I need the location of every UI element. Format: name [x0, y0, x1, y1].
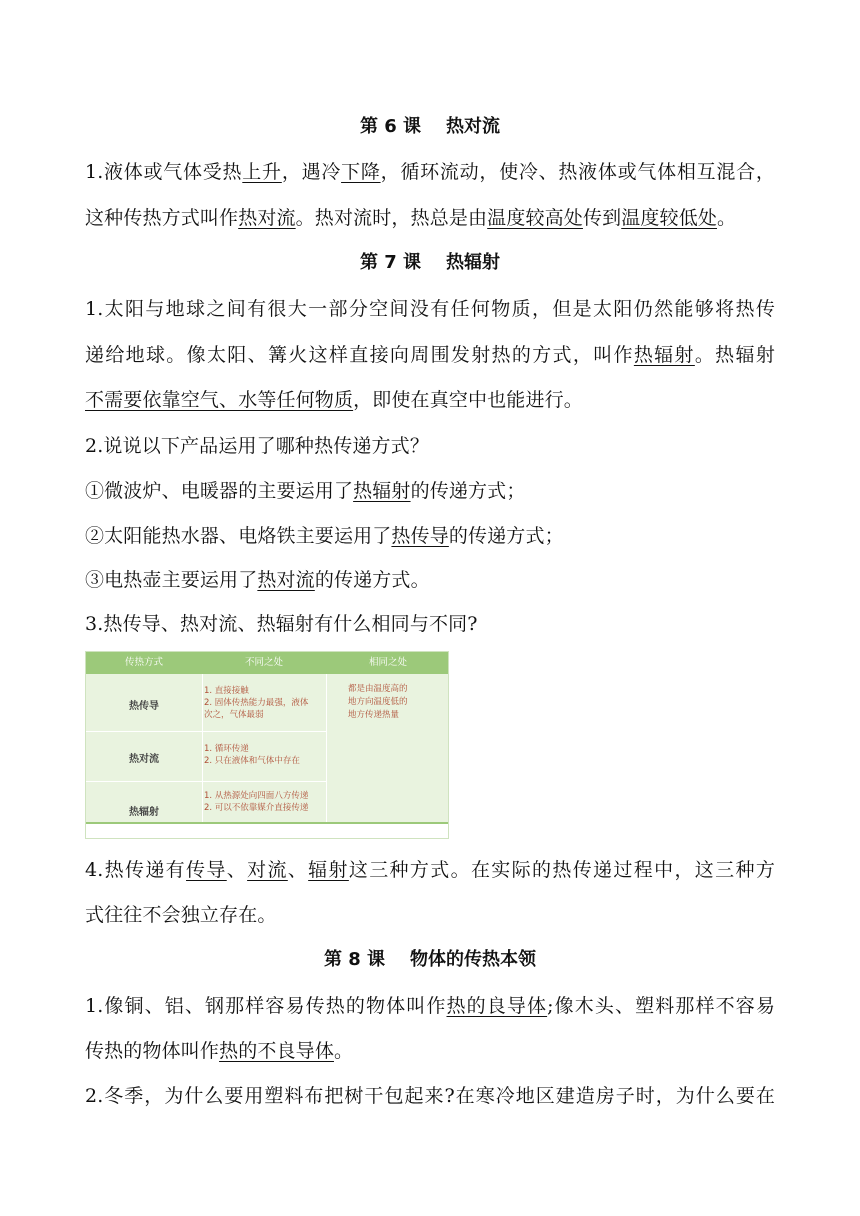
paragraph-line: 递给地球。像太阳、篝火这样直接向周围发射热的方式，叫作热辐射。热辐射 [85, 344, 775, 366]
paragraph-line: 式往往不会独立存在。 [85, 904, 277, 926]
table-divider [326, 674, 327, 824]
table-cell-method: 热传导 [129, 701, 159, 712]
table-cell-method: 热辐射 [129, 807, 159, 818]
paragraph-line: 4.热传递有传导、对流、辐射这三种方式。在实际的热传递过程中，这三种方 [85, 859, 775, 881]
paragraph-line: ②太阳能热水器、电烙铁主要运用了热传导的传递方式； [85, 525, 564, 547]
question-line: 3.热传导、热对流、热辐射有什么相同与不同? [85, 613, 478, 635]
paragraph-line: ①微波炉、电暖器的主要运用了热辐射的传递方式； [85, 480, 526, 502]
table-divider [86, 781, 326, 782]
table-divider [202, 674, 203, 824]
table-cell-same: 都是由温度高的 地方向温度低的 地方传递热量 [348, 684, 408, 720]
paragraph-line: 传热的物体叫作热的不良导体。 [85, 1040, 354, 1062]
table-header-cell: 不同之处 [244, 657, 283, 668]
paragraph-line: 不需要依靠空气、水等任何物质，即使在真空中也能进行。 [85, 389, 583, 411]
heat-transfer-comparison-table [85, 651, 449, 839]
lesson-6-heading: 第 6 课 热对流 [359, 116, 501, 137]
table-bottom-margin [86, 824, 449, 839]
table-header-cell: 相同之处 [368, 657, 407, 668]
paragraph-line: 1.液体或气体受热上升，遇冷下降，循环流动，使冷、热液体或气体相互混合， [85, 161, 775, 183]
table-cell-diff: 1. 循环传递 2. 只在液体和气体中存在 [204, 744, 300, 766]
paragraph-line: 1.太阳与地球之间有很大一部分空间没有任何物质，但是太阳仍然能够将热传 [85, 298, 775, 320]
question-line: 2.冬季，为什么要用塑料布把树干包起来?在寒冷地区建造房子时，为什么要在 [85, 1085, 775, 1107]
table-header-cell: 传热方式 [124, 657, 163, 668]
paragraph-line: ③电热壶主要运用了热对流的传递方式。 [85, 569, 430, 591]
paragraph-line: 1.像铜、铝、钢那样容易传热的物体叫作热的良导体;像木头、塑料那样不容易 [85, 995, 775, 1017]
table-divider [86, 731, 326, 732]
table-cell-diff: 1. 直接接触 2. 固体传热能力最强，液体 次之，气体最弱 [204, 686, 309, 720]
question-line: 2.说说以下产品运用了哪种热传递方式？ [85, 435, 429, 457]
lesson-7-heading: 第 7 课 热辐射 [359, 252, 501, 273]
paragraph-line: 这种传热方式叫作热对流。热对流时，热总是由温度较高处传到温度较低处。 [85, 207, 737, 229]
table-cell-diff: 1. 从热源处向四面八方传递 2. 可以不依靠媒介直接传递 [204, 791, 309, 813]
table-cell-method: 热对流 [129, 754, 159, 765]
lesson-8-heading: 第 8 课 物体的传热本领 [323, 949, 537, 970]
